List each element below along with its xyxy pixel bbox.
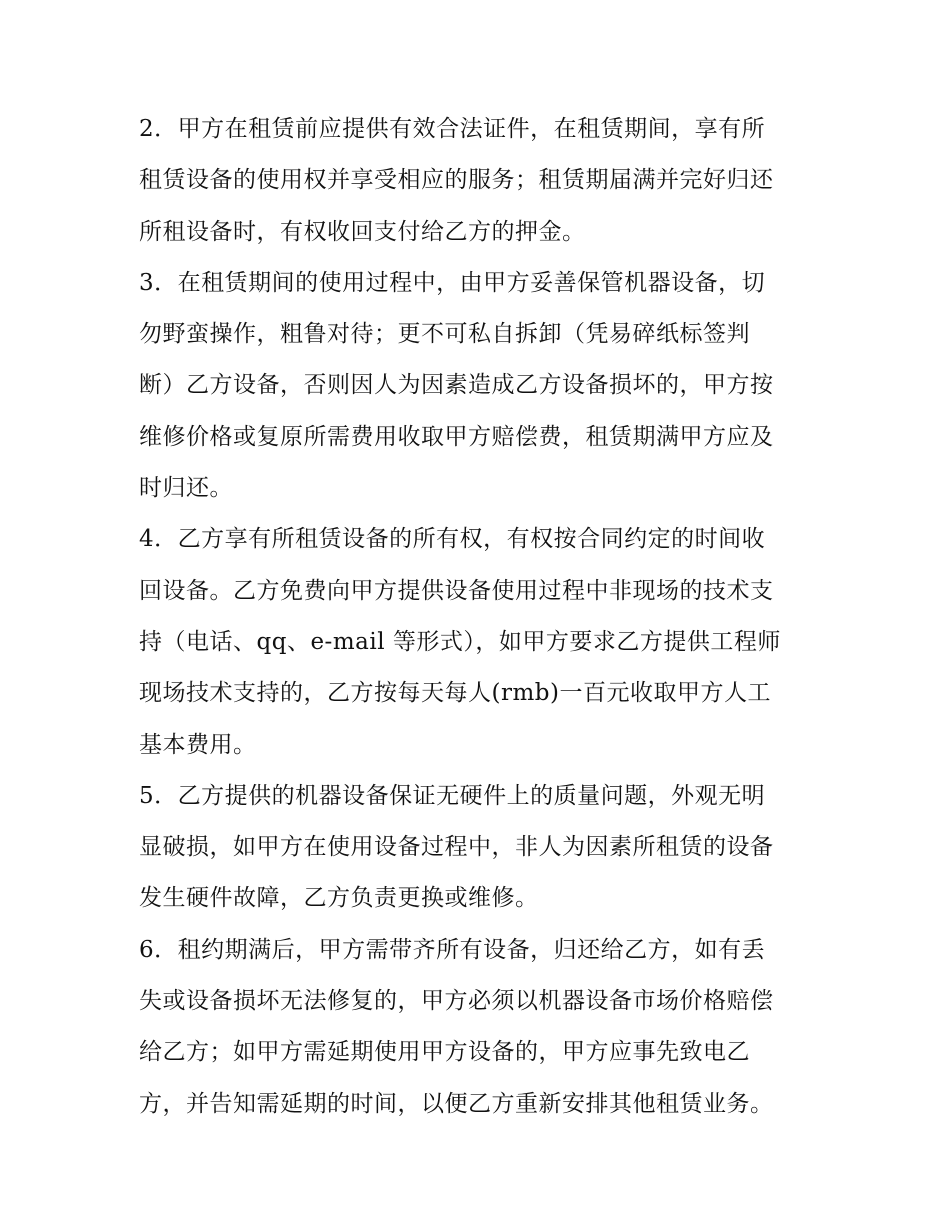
clause-3-line-5: 时归还。	[139, 475, 233, 502]
clause-2-line-2: 租赁设备的使用权并享受相应的服务；租赁期届满并完好归还	[139, 167, 774, 194]
clause-4-line-4: 现场技术支持的，乙方按每天每人(rmb)一百元收取甲方人工	[139, 680, 771, 707]
clause-4-line-5: 基本费用。	[139, 731, 257, 758]
clause-3-line-4: 维修价格或复原所需费用收取甲方赔偿费，租赁期满甲方应及	[139, 423, 774, 450]
clause-4-line-2: 回设备。乙方免费向甲方提供设备使用过程中非现场的技术支	[139, 577, 774, 604]
clause-6-line-2: 失或设备损坏无法修复的，甲方必须以机器设备市场价格赔偿	[139, 988, 774, 1015]
clause-3-line-3: 断）乙方设备，否则因人为因素造成乙方设备损坏的，甲方按	[139, 372, 774, 399]
clause-3-line-2: 勿野蛮操作，粗鲁对待；更不可私自拆卸（凭易碎纸标签判	[139, 321, 750, 348]
clause-3-line-1: 3．在租赁期间的使用过程中，由甲方妥善保管机器设备，切	[139, 269, 766, 296]
clause-5-line-1: 5．乙方提供的机器设备保证无硬件上的质量问题，外观无明	[139, 782, 766, 809]
clause-5-line-3: 发生硬件故障，乙方负责更换或维修。	[139, 885, 539, 912]
clause-2-line-1: 2．甲方在租赁前应提供有效合法证件，在租赁期间，享有所	[139, 116, 766, 142]
clause-6-line-4: 方，并告知需延期的时间，以便乙方重新安排其他租赁业务。	[139, 1090, 774, 1117]
clause-6-line-1: 6．租约期满后，甲方需带齐所有设备，归还给乙方，如有丢	[139, 936, 766, 963]
clause-4-line-1: 4．乙方享有所租赁设备的所有权，有权按合同约定的时间收	[139, 526, 766, 553]
contract-clauses	[139, 104, 819, 1130]
clause-5-line-2: 显破损，如甲方在使用设备过程中，非人为因素所租赁的设备	[139, 834, 774, 861]
clause-4-line-3: 持（电话、qq、e-mail 等形式），如甲方要求乙方提供工程师	[139, 628, 781, 655]
clause-6-line-3: 给乙方；如甲方需延期使用甲方设备的，甲方应事先致电乙	[139, 1039, 750, 1066]
clause-2-line-3: 所租设备时，有权收回支付给乙方的押金。	[139, 218, 586, 245]
